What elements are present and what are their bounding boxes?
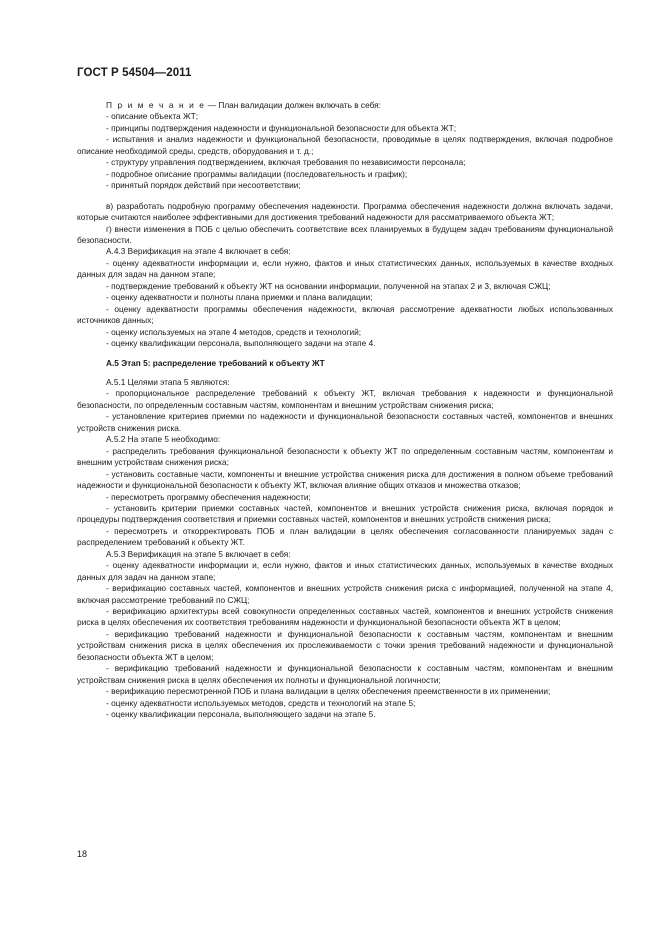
- list-item: - подтверждение требований к объекту ЖТ на основании информации, полученной на этапах 2 и 3, включая СЖЦ;: [106, 280, 551, 291]
- paragraph-g: г) внести изменения в ПОБ с целью обеспечить соответствие всех планируемых в будущем задач требованиям функциональной безопасности.: [77, 223, 613, 245]
- note-lead-paragraph: [77, 100, 613, 111]
- list-item: - оценку адекватности информации и, если нужно, фактов и иных статистических данных, используемых в качестве входных данных для задач на данном этапе;: [77, 257, 613, 280]
- list-item: - оценку используемых на этапе 4 методов, средств и технологий;: [106, 326, 362, 337]
- list-item: - оценку адекватности информации и, если нужно, фактов и иных статистических данных, используемых в качестве входных данных для задач на данном этапе;: [77, 560, 613, 582]
- section-heading-a5: А.5 Этап 5: распределение требований к объекту ЖТ: [106, 357, 325, 368]
- list-item: - распределить требования функциональной безопасности к объекту ЖТ по определенным составным частям, компонентам и внешним устройствам снижения риска;: [77, 445, 613, 468]
- list-item: - установление критериев приемки по надежности и функциональной безопасности составных частей, компонентов и внешних устройств снижения риска.: [77, 411, 613, 433]
- clause-a-5-1: А.5.1 Целями этапа 5 являются:: [106, 376, 230, 387]
- list-item: - верификацию пересмотренной ПОБ и плана валидации в целях обеспечения преемственности в их применении;: [106, 686, 551, 697]
- list-item: - верификацию архитектуры всей совокупности определенных составных частей, компонентов и внешних устройств снижения риска в целях обеспечения их соответствия требованиям надежности и функциональной безопасности объекта ЖТ в целом;: [77, 606, 613, 628]
- list-item: - пересмотреть и откорректировать ПОБ и план валидации в целях обеспечения согласованности планируемых задач с распределением требований к объекту ЖТ.: [77, 525, 613, 548]
- list-item: - пропорциональное распределение требований к объекту ЖТ, включая требования к надежности и функциональной безопасности, по определенным составным частям, компонентам и внешним устройствам снижения риска;: [77, 388, 613, 410]
- list-item: - оценку квалификации персонала, выполняющего задачи на этапе 4.: [106, 338, 376, 349]
- note-item: - испытания и анализ надежности и функциональной безопасности, проводимые в целях подтверждения, включая подробное описание необходимой среды, средств, оборудования и т. д.;: [77, 134, 613, 156]
- list-item: - оценку квалификации персонала, выполняющего задачи на этапе 5.: [106, 709, 376, 720]
- list-item: - верификацию составных частей, компонентов и внешних устройств снижения риска с информацией, полученной на этапе 4, включая рассмотрение требований по СЖЦ;: [77, 583, 613, 605]
- note-item: - структуру управления подтверждением, включая требования по независимости персонала;: [106, 157, 466, 168]
- page-number: 18: [77, 849, 88, 859]
- list-item: - пересмотреть программу обеспечения надежности;: [106, 491, 311, 502]
- list-item: - оценку адекватности используемых методов, средств и технологий на этапе 5;: [106, 697, 416, 708]
- list-item: - установить составные части, компоненты и внешние устройства снижения риска для достижения в полном объеме требований надежности и функциональной безопасности к объекту ЖТ, включая влияние общих отказов и множества отказов;: [77, 468, 613, 491]
- note-item: - подробное описание программы валидации (последовательность и график);: [106, 168, 408, 179]
- note-item: - принципы подтверждения надежности и функциональной безопасности для объекта ЖТ;: [106, 122, 456, 133]
- note-item: - описание объекта ЖТ;: [106, 111, 199, 122]
- list-item: - верификацию требований надежности и функциональной безопасности к составным частям, компонентам и внешним устройствам снижения риска в целях обеспечения их прослеживаемости с точки зрения требований надежности и функциональной безопасности объекта ЖТ в целом;: [77, 628, 613, 662]
- clause-a-4-3: А.4.3 Верификация на этапе 4 включает в себя:: [106, 246, 291, 257]
- document-body: [77, 100, 613, 721]
- list-item: - установить критерии приемки составных частей, компонентов и внешних устройств снижения риска, включая порядок и процедуры подтверждения соответствия и приемки составных частей, компонентов и внешних устройств снижения риска;: [77, 502, 613, 525]
- list-item: - оценку адекватности программы обеспечения надежности, включая рассмотрение адекватности любых использованных источников данных;: [77, 303, 613, 326]
- list-item: - оценку адекватности и полноты плана приемки и плана валидации;: [106, 292, 373, 303]
- list-item: - верификацию требований надежности и функциональной безопасности к составным частям, компонентам и внешним устройствам снижения риска в целях обеспечения их полноты и функциональной логичности;: [77, 663, 613, 685]
- clause-a-5-2: А.5.2 На этапе 5 необходимо:: [106, 434, 221, 445]
- paragraph-v: в) разработать подробную программу обеспечения надежности. Программа обеспечения надежности должна включать задачи, которые считаются наиболее эффективными для достижения требований надежности для рассматриваемого объекта ЖТ;: [77, 200, 613, 223]
- clause-a-5-3: А.5.3 Верификация на этапе 5 включает в себя:: [106, 548, 291, 559]
- document-header: ГОСТ Р 54504—2011: [77, 67, 192, 79]
- note-label: П р и м е ч а н и е: [106, 100, 206, 110]
- note-item: - принятый порядок действий при несоответствии;: [106, 180, 301, 191]
- note-lead-text: — План валидации должен включать в себя:: [205, 100, 381, 110]
